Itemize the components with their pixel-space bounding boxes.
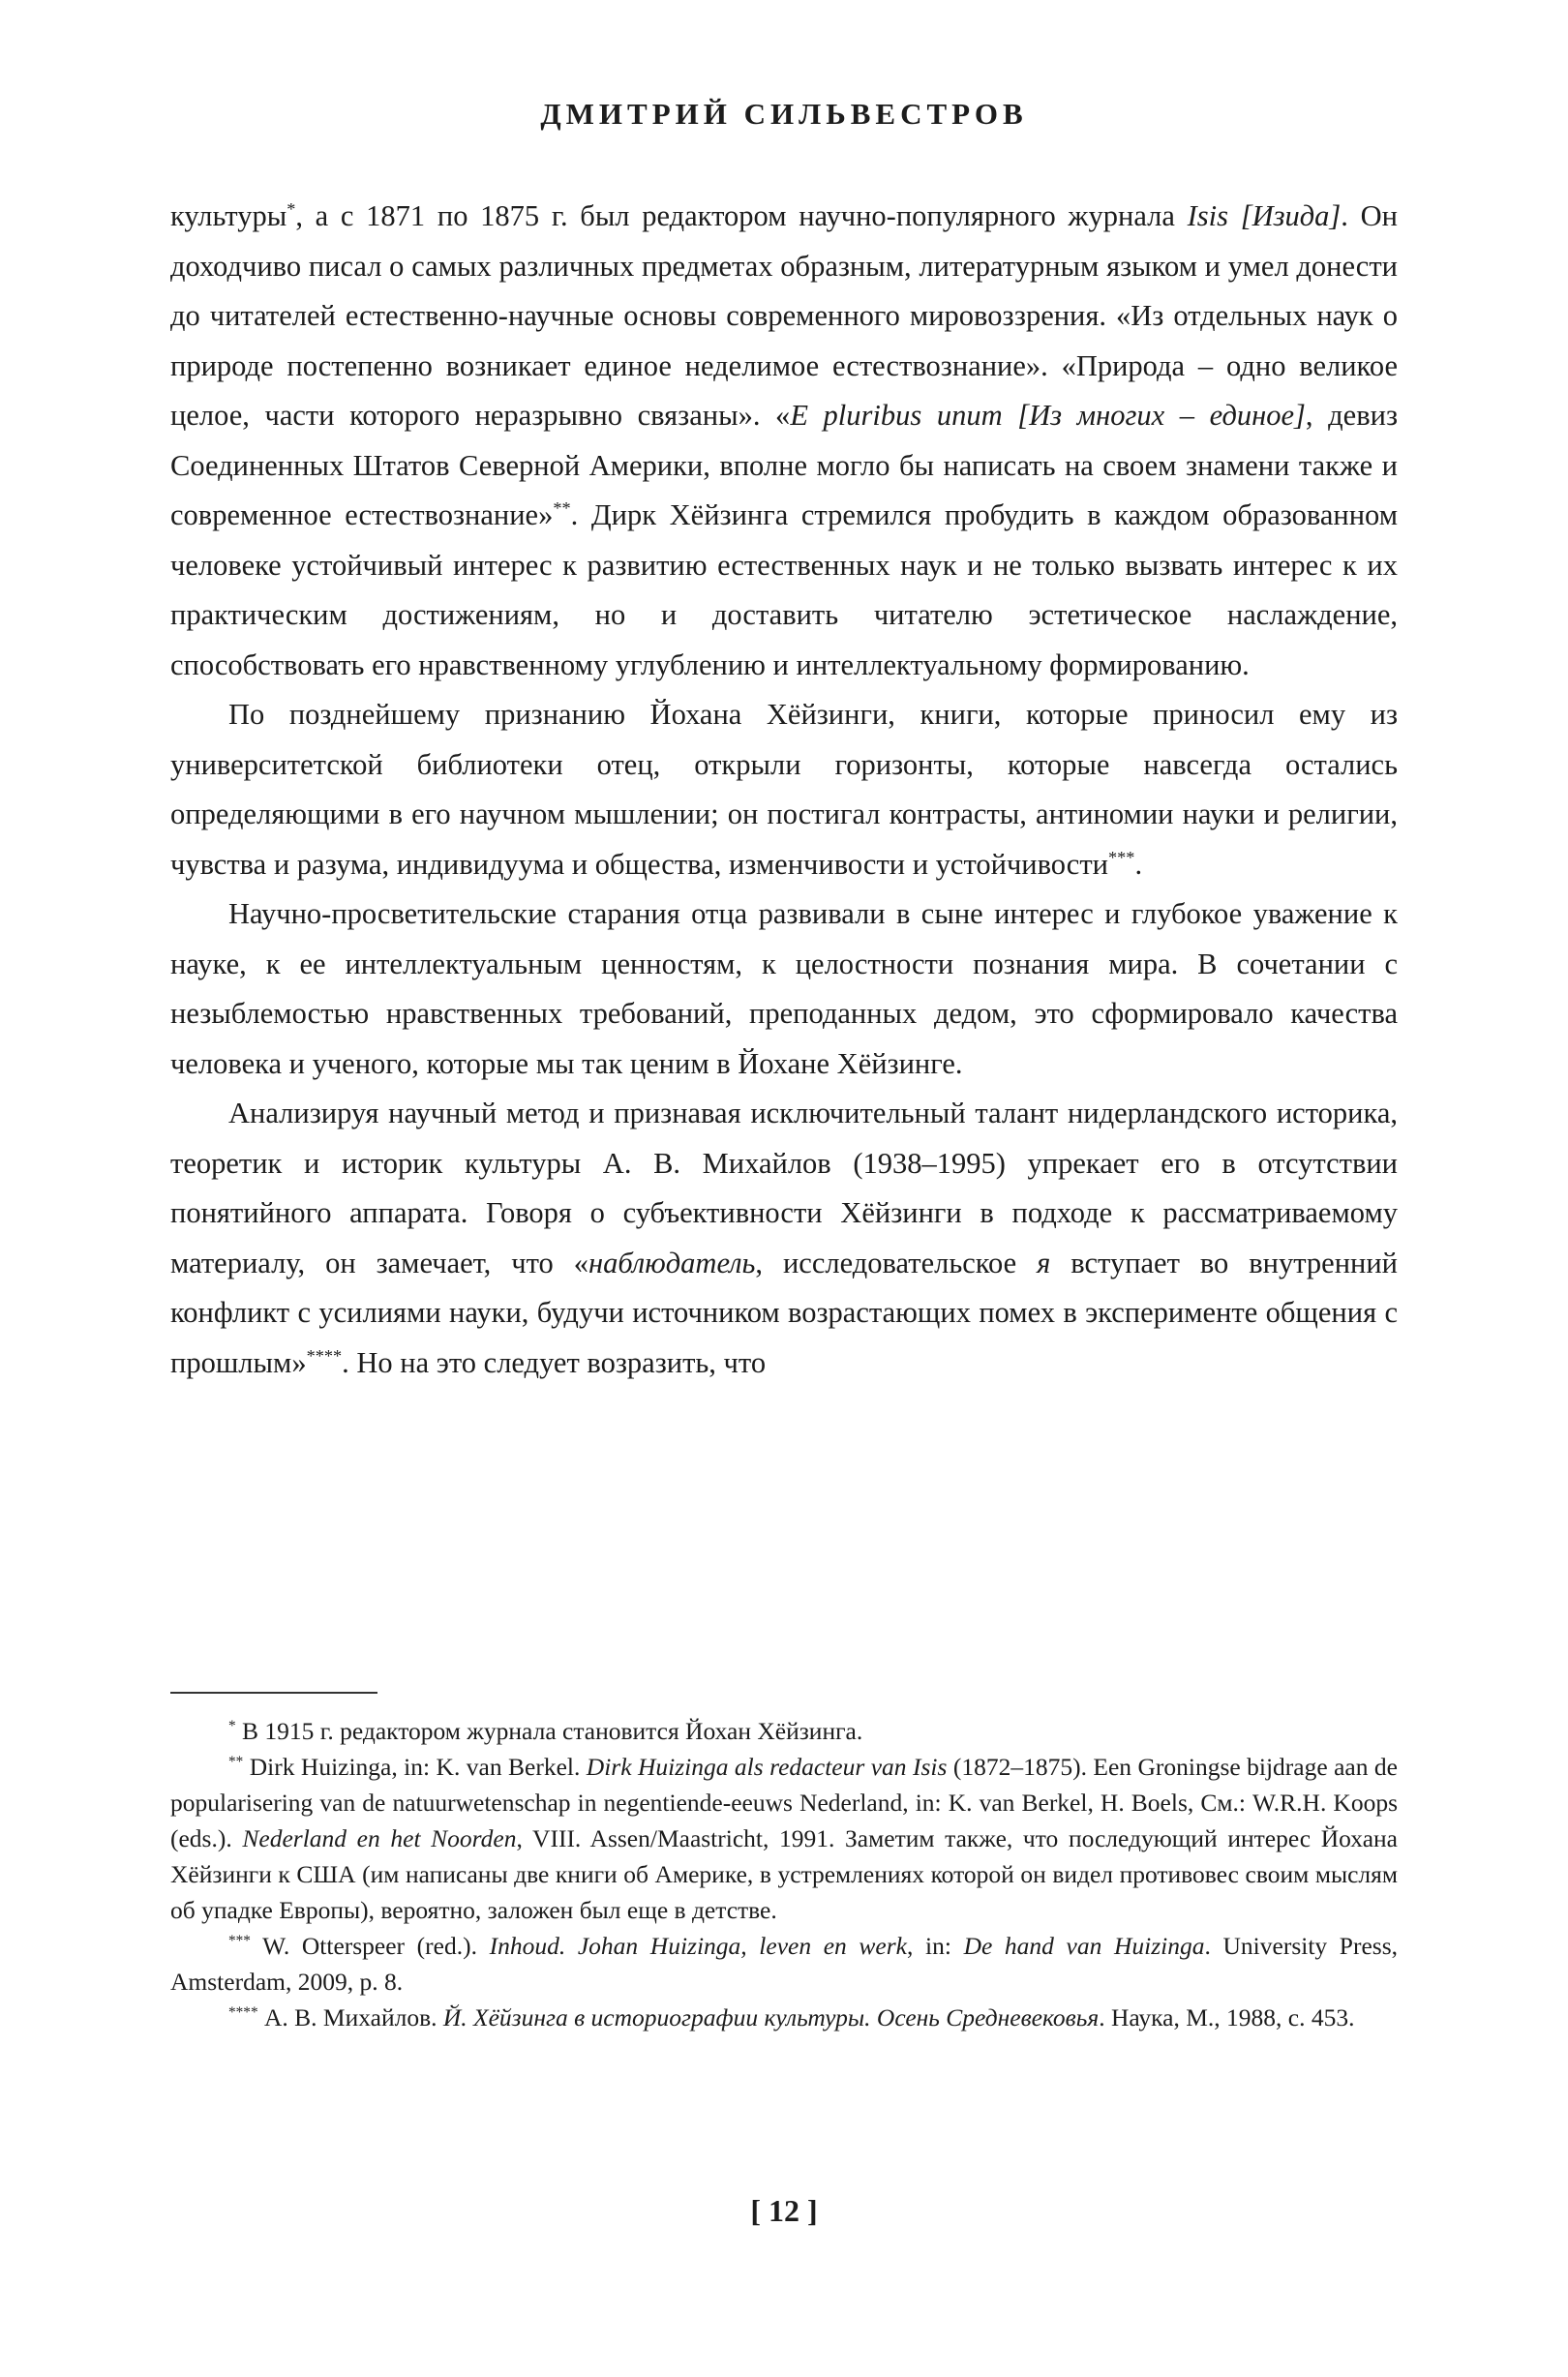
- text-run: вступает во внутренний конфликт с усилиями науки, будучи источником возрастающих помех в эксперименте общения с прошлым»: [170, 1246, 1398, 1379]
- paragraph: Научно-просветительские старания отца развивали в сыне интерес и глубокое уважение к науке, к ее интеллектуальным ценностям, к целостности познания мира. В сочетании с незыблемостью нравственных требований, преподанных дедом, это сформировало качества человека и ученого, которые мы так ценим в Йохане Хёйзинге.: [170, 897, 1398, 1080]
- text-run: В 1915 г. редактором журнала становится Йохан Хёйзинга.: [242, 1717, 863, 1745]
- footnote-marker: ***: [228, 1932, 251, 1949]
- italic-run: Isis [Изида]: [1187, 199, 1342, 232]
- text-run: Анализируя научный метод и признавая исключительный талант нидерландского историка, теоретик и историк культуры А. В. Михайлов (1938–1995) упрекает его в отсутствии понятийного аппарата. Говоря о субъективности Хёйзинги в подходе к рассматриваемому материалу, он замечает, что «: [170, 1097, 1398, 1279]
- paragraph: [170, 690, 1398, 889]
- footnote-marker: ***: [1108, 847, 1135, 867]
- italic-run: наблюдатель: [588, 1246, 756, 1279]
- footnote: [170, 2000, 1398, 2035]
- text-run: . Но на это следует возразить, что: [342, 1345, 767, 1379]
- text-run: . Наука, М., 1988, с. 453.: [1099, 2003, 1355, 2031]
- text-run: (1872–1875). Een Groningse bijdrage aan de popularisering van de natuurwetenschap in negentiende-eeuws Nederland, in: K. van Berkel, H. Boels, См.: W.R.H. Koops (eds.).: [170, 1753, 1398, 1852]
- text-run: А. В. Михайлов.: [263, 2003, 443, 2031]
- footnote-marker: **: [228, 1753, 244, 1770]
- footnote-marker: *: [228, 1717, 236, 1734]
- text-run: . Он доходчиво писал о самых различных предметах образным, литературным языком и умел донести до читателей естественно-научные основы современного мировоззрения. «Из отдельных наук о природе постепенно возникает единое неделимое естествознание». «Природа – одно великое целое, части которого неразрывно связаны». «: [170, 199, 1398, 432]
- footnote-separator: [170, 1692, 377, 1694]
- italic-run: Й. Хёйзинга в историографии культуры. Осень Средневековья: [442, 2003, 1100, 2031]
- footnote: [170, 1749, 1398, 1928]
- footnote-marker: *: [286, 199, 296, 220]
- text-run: .: [1134, 847, 1143, 881]
- footnote: [170, 1713, 1398, 1749]
- footnote: [170, 1928, 1398, 2000]
- text-run: , VIII. Assen/Maastricht, 1991. Заметим также, что последующий интерес Йохана Хёйзинги к США (им написаны две книги об Америке, в устремлениях которой он видел противовес своим мыслям об упадке Европы), вероятно, заложен был еще в детстве.: [170, 1824, 1398, 1924]
- running-header: ДМИТРИЙ СИЛЬВЕСТРОВ: [540, 97, 1028, 131]
- text-run: , исследовательское: [755, 1246, 1038, 1279]
- italic-run: Dirk Huizinga als redacteur van Isis: [586, 1753, 948, 1781]
- italic-run: E pluribus unum [Из многих – единое]: [790, 399, 1306, 432]
- text-run: , а с 1871 по 1875 г. был редактором научно-популярного журнала: [295, 199, 1188, 232]
- text-run: . Дирк Хёйзинга стремился пробудить в каждом образованном человеке устойчивый интерес к развитию естественных наук и не только вызвать интерес к их практическим достижениям, но и доставить читателю эстетическое наслаждение, способствовать его нравственному углублению и интеллектуальному формированию.: [170, 498, 1398, 681]
- page-number: [ 12 ]: [750, 2193, 818, 2228]
- text-run: , девиз Соединенных Штатов Северной Америки, вполне могло бы написать на своем знамени также и современное естествознание»: [170, 399, 1398, 531]
- paragraph: [170, 1089, 1398, 1388]
- text-run: Dirk Huizinga, in: K. van Berkel.: [249, 1753, 587, 1781]
- main-text: [170, 192, 1398, 1388]
- text-run: . University Press, Amsterdam, 2009, p. 8.: [170, 1932, 1399, 1996]
- italic-run: Nederland en het Noorden: [242, 1824, 517, 1852]
- italic-run: я: [1037, 1246, 1051, 1279]
- text-run: , in:: [907, 1932, 964, 1960]
- text-run: культуры: [170, 199, 287, 232]
- text-run: По позднейшему признанию Йохана Хёйзинги, книги, которые приносил ему из университетской библиотеки отец, открыли горизонты, которые навсегда остались определяющими в его научном мышлении; он постигал контрасты, антиномии науки и религии, чувства и разума, индивидуума и общества, изменчивости и устойчивости: [170, 698, 1398, 881]
- text-run: W. Otterspeer (red.).: [262, 1932, 490, 1960]
- italic-run: Inhoud. Johan Huizinga, leven en werk: [489, 1932, 907, 1960]
- footnote-marker: **: [553, 498, 571, 519]
- paragraph: [170, 192, 1398, 690]
- italic-run: De hand van Huizinga: [963, 1932, 1205, 1960]
- footnotes: [170, 1713, 1398, 2035]
- footnote-marker: ****: [306, 1345, 343, 1366]
- footnote-marker: ****: [228, 2003, 258, 2021]
